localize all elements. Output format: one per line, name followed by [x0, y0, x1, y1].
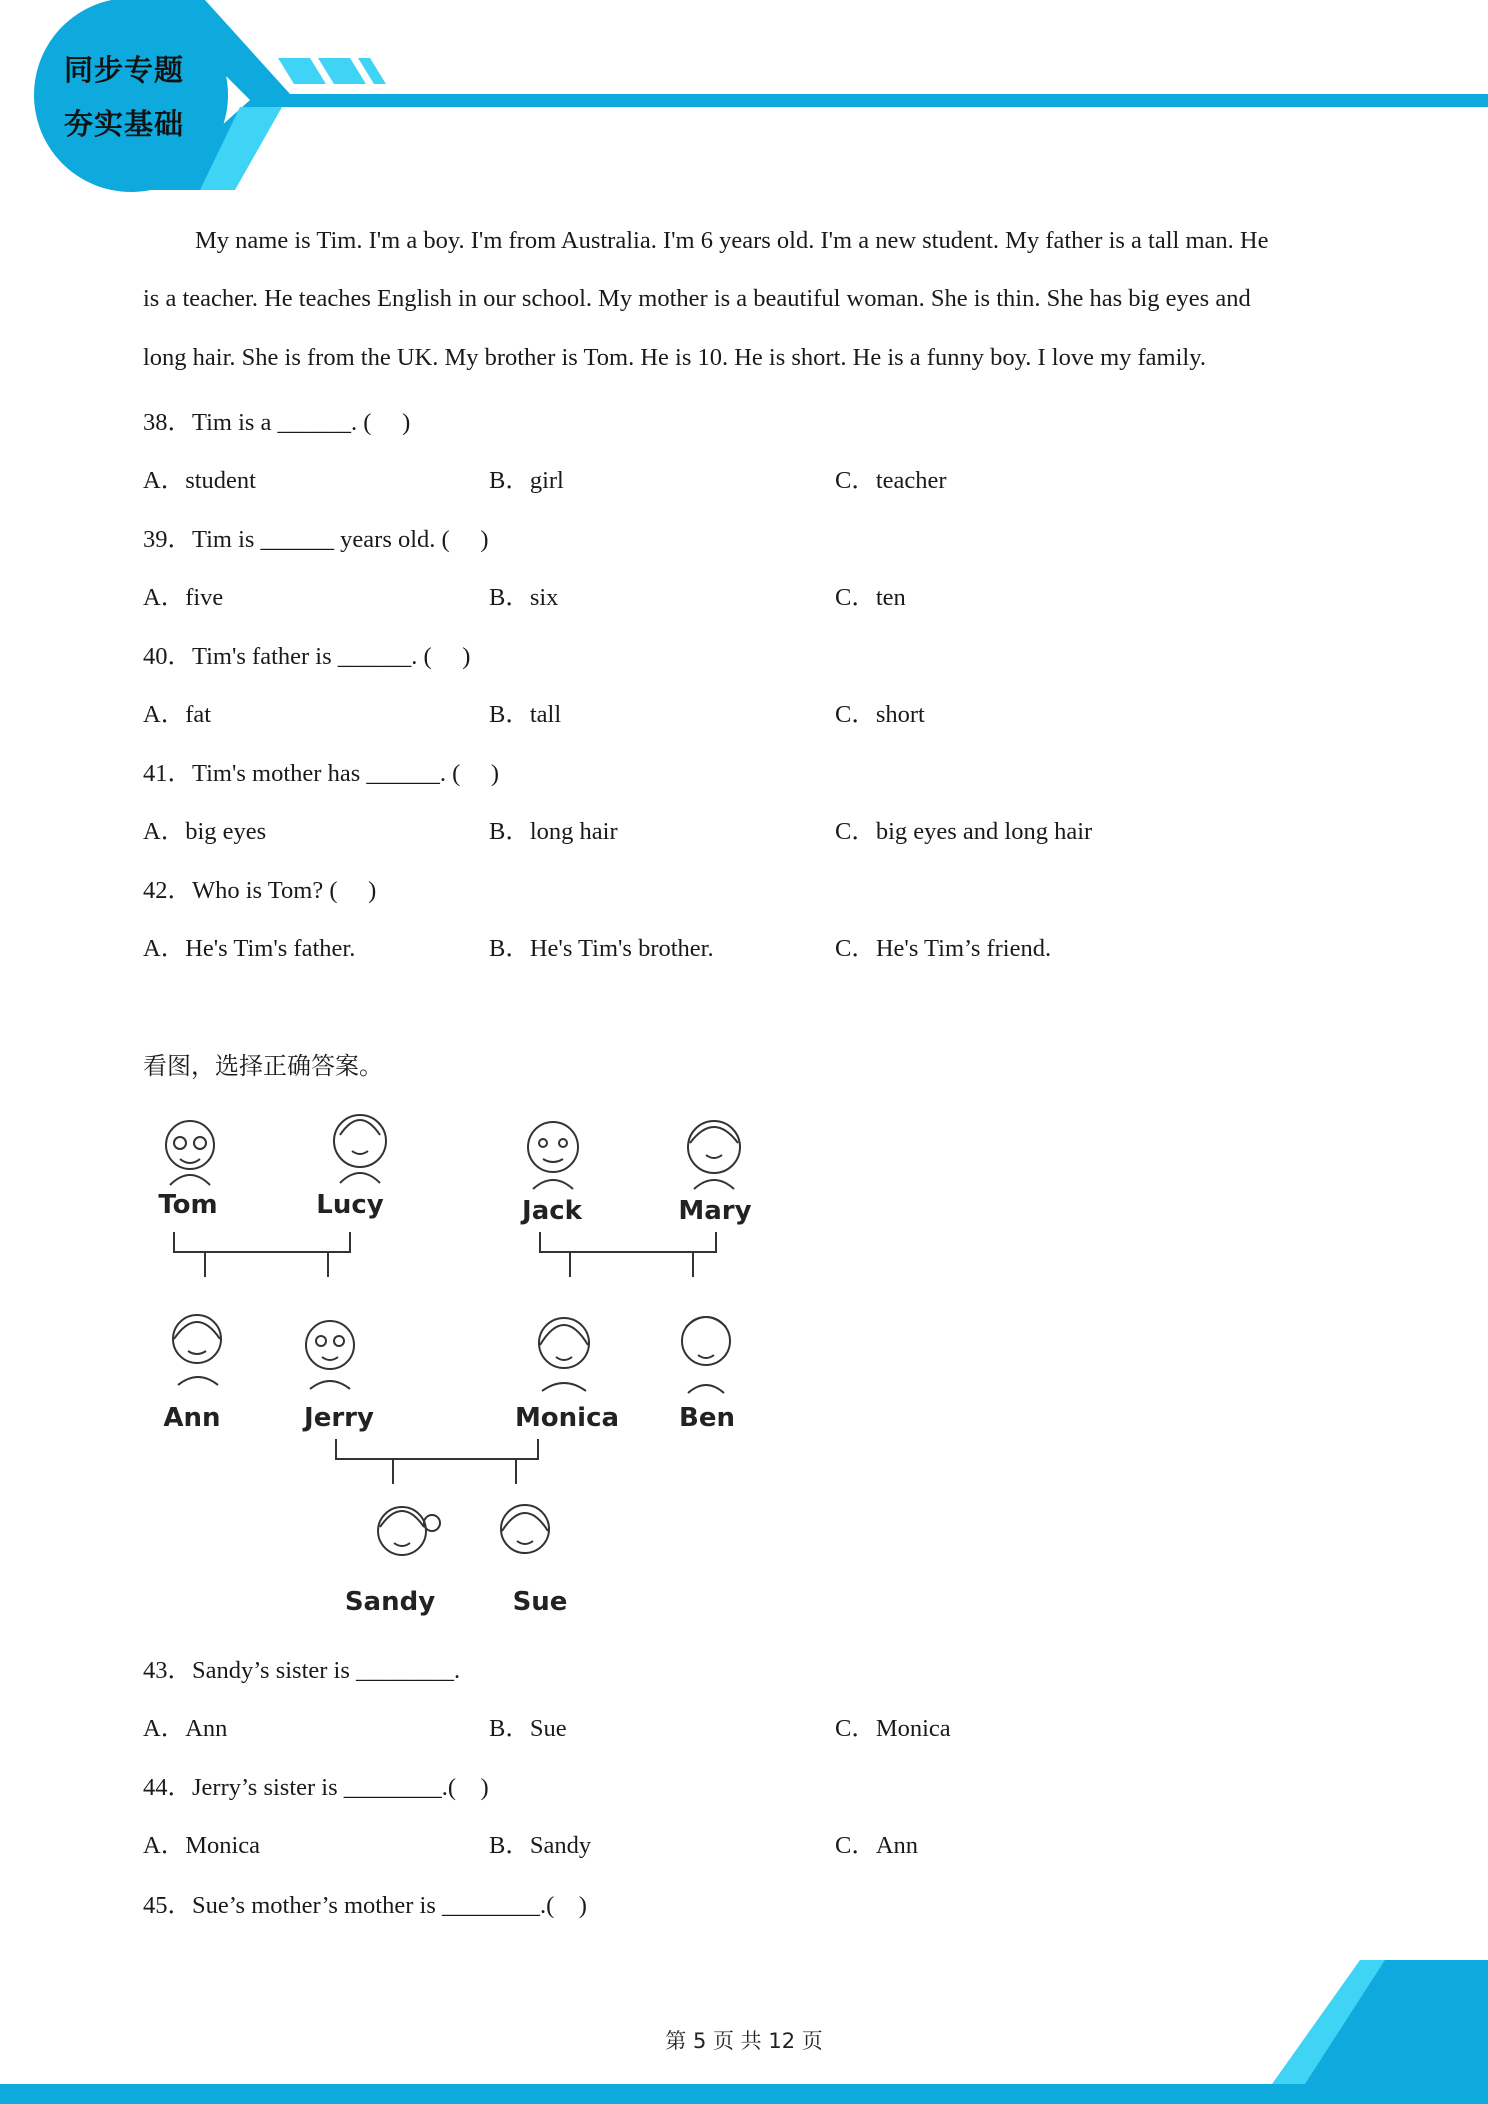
question-38-option-c[interactable]: C．teacher	[835, 467, 947, 494]
question-44-option-a[interactable]: A．Monica	[143, 1832, 261, 1859]
question-42-option-c[interactable]: C．He's Tim’s friend.	[835, 935, 1052, 962]
mary-portrait	[688, 1121, 740, 1189]
question-39-option-b[interactable]: B．six	[489, 584, 559, 611]
question-39-option-c[interactable]: C．ten	[835, 584, 906, 611]
question-43-option-c[interactable]: C．Monica	[835, 1715, 951, 1742]
tree-name-monica: Monica	[514, 1403, 620, 1433]
section-instruction: 看图，选择正确答案。	[143, 1052, 383, 1080]
question-39-stem: 39．Tim is ______ years old. ( )	[143, 526, 489, 553]
jack-portrait	[528, 1122, 578, 1189]
question-42-option-b[interactable]: B．He's Tim's brother.	[489, 935, 714, 962]
tree-name-jerry: Jerry	[304, 1403, 374, 1433]
question-44-option-b[interactable]: B．Sandy	[489, 1832, 592, 1859]
jerry-portrait	[306, 1321, 354, 1389]
passage-line-2: is a teacher. He teaches English in our school. My mother is a beautiful woman. She is thin. She has big eyes and	[143, 285, 1251, 312]
sue-portrait	[501, 1505, 549, 1553]
question-38-stem: 38．Tim is a ______. ( )	[143, 409, 411, 436]
tree-name-ann: Ann	[163, 1403, 221, 1433]
question-43-stem: 43．Sandy’s sister is ________.	[143, 1657, 461, 1684]
question-40-option-a[interactable]: A．fat	[143, 701, 212, 728]
question-44-stem: 44．Jerry’s sister is ________.( )	[143, 1774, 489, 1801]
question-41-option-b[interactable]: B．long hair	[489, 818, 618, 845]
tree-name-lucy: Lucy	[316, 1190, 384, 1220]
tree-name-tom: Tom	[158, 1190, 218, 1220]
monica-portrait	[539, 1318, 589, 1391]
sandy-portrait	[378, 1507, 440, 1555]
tree-name-ben: Ben	[679, 1403, 735, 1433]
badge-line-2: 夯实基础	[63, 107, 184, 141]
tree-name-sue: Sue	[512, 1587, 568, 1617]
ann-portrait	[173, 1315, 221, 1385]
ben-portrait	[682, 1317, 730, 1393]
family-tree-figure	[140, 1095, 760, 1625]
question-40-option-c[interactable]: C．short	[835, 701, 925, 728]
badge-line-1: 同步专题	[63, 53, 184, 87]
tree-name-sandy: Sandy	[344, 1587, 436, 1617]
question-45-stem: 45．Sue’s mother’s mother is ________.( )	[143, 1892, 587, 1919]
passage-line-3: long hair. She is from the UK. My brother is Tom. He is 10. He is short. He is a funny boy. I love my family.	[143, 344, 1206, 371]
page-number: 第 5 页 共 12 页	[665, 2029, 823, 2053]
question-44-option-c[interactable]: C．Ann	[835, 1832, 919, 1859]
question-41-option-a[interactable]: A．big eyes	[143, 818, 267, 845]
question-40-stem: 40．Tim's father is ______. ( )	[143, 643, 471, 670]
question-42-option-a[interactable]: A．He's Tim's father.	[143, 935, 356, 962]
lucy-portrait	[334, 1115, 386, 1183]
question-38-option-b[interactable]: B．girl	[489, 467, 564, 494]
question-43-option-b[interactable]: B．Sue	[489, 1715, 567, 1742]
tree-name-jack: Jack	[522, 1196, 582, 1226]
tom-portrait	[166, 1121, 214, 1185]
question-41-option-c[interactable]: C．big eyes and long hair	[835, 818, 1093, 845]
tree-name-mary: Mary	[678, 1196, 752, 1226]
question-39-option-a[interactable]: A．five	[143, 584, 224, 611]
question-41-stem: 41．Tim's mother has ______. ( )	[143, 760, 500, 787]
question-42-stem: 42．Who is Tom? ( )	[143, 877, 377, 904]
passage-line-1: My name is Tim. I'm a boy. I'm from Australia. I'm 6 years old. I'm a new student. My father is a tall man. He	[195, 227, 1269, 254]
question-38-option-a[interactable]: A．student	[143, 467, 256, 494]
header-banner	[0, 0, 1488, 200]
question-43-option-a[interactable]: A．Ann	[143, 1715, 228, 1742]
question-40-option-b[interactable]: B．tall	[489, 701, 562, 728]
